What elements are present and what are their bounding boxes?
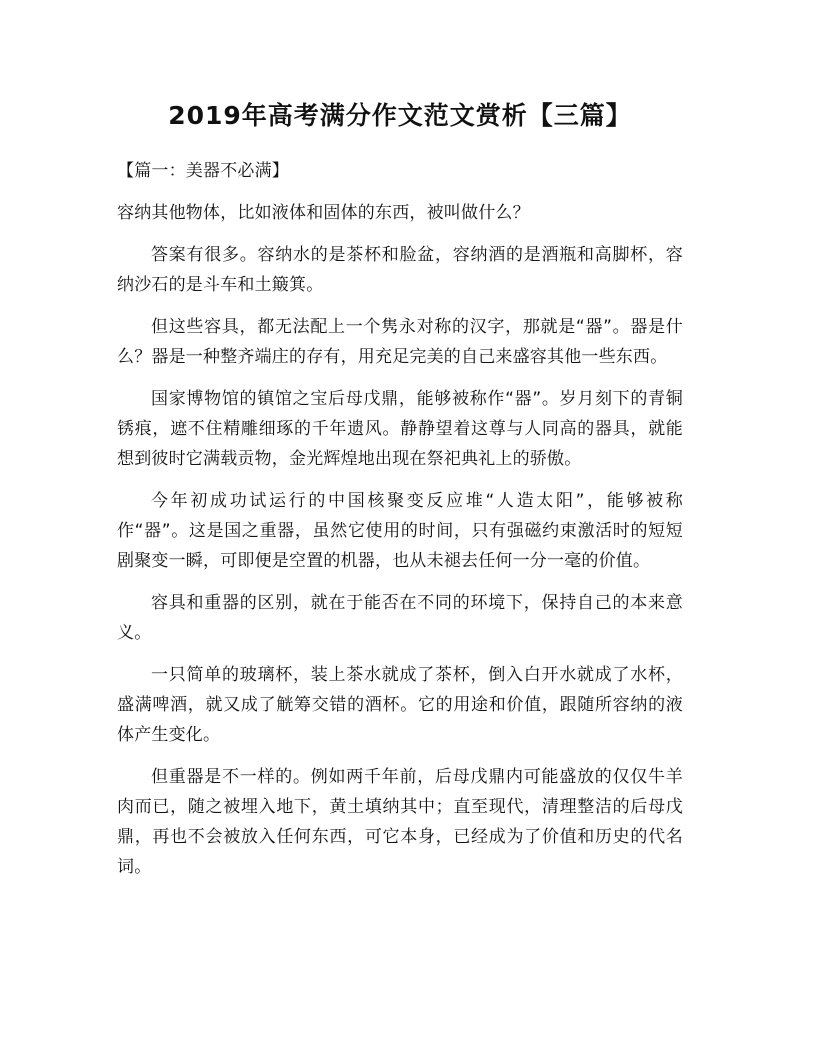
document-title: 2019年高考满分作文范文赏析【三篇】 <box>168 101 632 130</box>
paragraph: 答案有很多。容纳水的是茶杯和脸盆，容纳酒的是酒瓶和高脚杯，容纳沙石的是斗车和土簸箕。 <box>117 245 683 295</box>
paragraph: 国家博物馆的镇馆之宝后母戊鼎，能够被称作“器”。岁月刻下的青铜锈痕，遮不住精雕细琢的千年遗风。静静望着这尊与人同高的器具，就能想到彼时它满载贡物，金光辉煌地出现在祭祀典礼上的骄傲。 <box>117 389 683 469</box>
paragraph: 一只简单的玻璃杯，装上茶水就成了茶杯，倒入白开水就成了水杯，盛满啤酒，就又成了觥筹交错的酒杯。它的用途和价值，跟随所容纳的液体产生变化。 <box>117 665 683 745</box>
paragraph: 今年初成功试运行的中国核聚变反应堆“人造太阳”，能够被称作“器”。这是国之重器，虽然它使用的时间，只有强磁约束激活时的短短剧聚变一瞬，可即便是空置的机器，也从未褪去任何一分一毫的价值。 <box>117 491 683 571</box>
section-title: 【篇一：美器不必满】 <box>117 161 289 181</box>
paragraph: 但重器是不一样的。例如两千年前，后母戊鼎内可能盛放的仅仅牛羊肉而已，随之被埋入地下，黄土填纳其中；直至现代，清理整洁的后母戊鼎，再也不会被放入任何东西，可它本身，已经成为了价值和历史的代名词。 <box>117 767 683 877</box>
paragraph: 但这些容具，都无法配上一个隽永对称的汉字，那就是“器”。器是什么？器是一种整齐端庄的存有，用充足完美的自己来盛容其他一些东西。 <box>117 317 683 367</box>
paragraph: 容具和重器的区别，就在于能否在不同的环境下，保持自己的本来意义。 <box>117 593 683 643</box>
paragraph: 容纳其他物体，比如液体和固体的东西，被叫做什么？ <box>117 203 530 223</box>
